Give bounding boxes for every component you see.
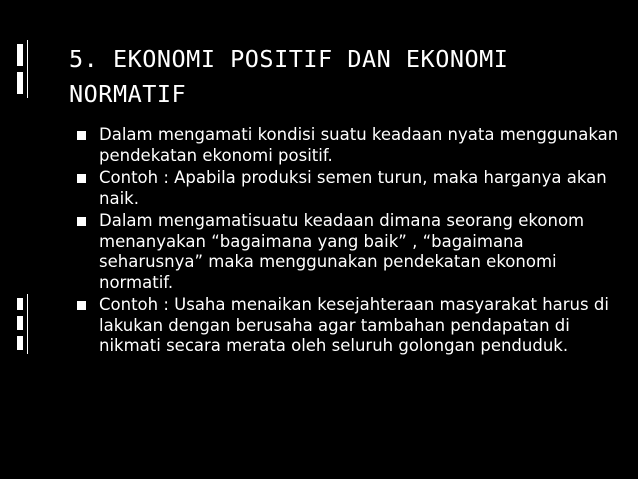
square-bullet-icon <box>77 174 86 183</box>
bullet-list <box>75 125 620 359</box>
decorative-bar <box>17 72 23 94</box>
bullet-item <box>75 295 620 357</box>
slide-title: 5. EKONOMI POSITIF DAN EKONOMI NORMATIF <box>69 45 509 108</box>
bullet-item <box>75 211 620 293</box>
square-bullet-icon <box>77 301 86 310</box>
square-bullet-icon <box>77 217 86 226</box>
bullet-text: Contoh : Apabila produksi semen turun, maka harganya akan naik. <box>99 168 607 208</box>
decorative-bar <box>17 298 23 310</box>
decorative-bar <box>17 336 23 350</box>
decorative-bar <box>17 316 23 330</box>
bullet-item <box>75 125 620 166</box>
decorative-bar <box>17 44 23 66</box>
decorative-line <box>27 294 28 354</box>
square-bullet-icon <box>77 131 86 140</box>
bullet-text: Dalam mengamati kondisi suatu keadaan nyata menggunakan pendekatan ekonomi positif. <box>99 125 619 165</box>
bullet-item <box>75 168 620 209</box>
bullet-text: Contoh : Usaha menaikan kesejahteraan masyarakat harus di lakukan dengan berusaha agar tambahan pendapatan di nikmati secara merata oleh seluruh golongan penduduk. <box>99 295 609 355</box>
bullet-text: Dalam mengamatisuatu keadaan dimana seorang ekonom menanyakan “bagaimana yang baik” , “bagaimana seharusnya” maka menggunakan pendekatan ekonomi normatif. <box>99 211 585 292</box>
decorative-line <box>27 40 28 98</box>
